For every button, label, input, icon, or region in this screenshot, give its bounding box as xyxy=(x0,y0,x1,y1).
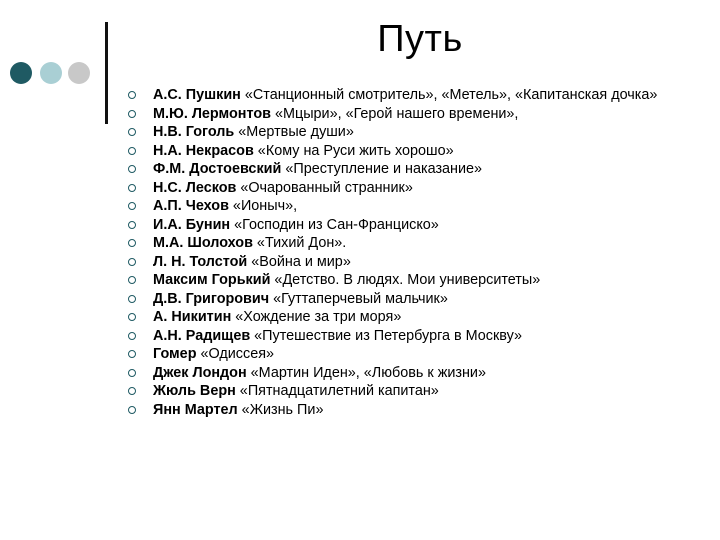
list-item xyxy=(128,290,708,309)
bullet-icon xyxy=(128,295,136,303)
book-list xyxy=(128,86,708,419)
author-name: Максим Горький xyxy=(153,272,271,288)
slide-title: Путь xyxy=(377,18,463,60)
decorative-circle-light xyxy=(40,62,62,84)
author-name: Н.С. Лесков xyxy=(153,179,237,196)
works-text: «Тихий Дон». xyxy=(252,235,347,251)
bullet-icon xyxy=(128,91,136,99)
list-item xyxy=(128,216,708,235)
bullet-icon xyxy=(128,276,136,284)
works-text: «Господин из Сан-Франциско» xyxy=(230,216,439,233)
decorative-circle-gray xyxy=(68,62,90,84)
author-name: А.Н. Радищев xyxy=(153,327,251,344)
bullet-icon xyxy=(128,350,136,358)
bullet-icon xyxy=(128,313,136,321)
bullet-icon xyxy=(128,110,136,118)
works-text: «Кому на Руси жить хорошо» xyxy=(253,142,454,159)
works-text: «Пятнадцатилетний капитан» xyxy=(235,383,439,399)
works-text: «Одиссея» xyxy=(196,346,274,362)
list-item xyxy=(128,364,708,383)
list-item xyxy=(128,401,708,420)
bullet-icon xyxy=(128,258,136,266)
list-item xyxy=(128,179,708,198)
list-item xyxy=(128,234,708,253)
list-item xyxy=(128,86,708,105)
author-name: Ф.М. Достоевский xyxy=(153,161,282,177)
author-name: Н.А. Некрасов xyxy=(153,142,254,159)
list-item xyxy=(128,142,708,161)
decorative-circles xyxy=(10,62,95,86)
list-item xyxy=(128,197,708,216)
bullet-icon xyxy=(128,128,136,136)
list-item xyxy=(128,327,708,346)
author-name: А. Никитин xyxy=(153,309,232,325)
author-name: Н.В. Гоголь xyxy=(153,124,235,140)
works-text: «Очарованный странник» xyxy=(236,179,413,196)
bullet-icon xyxy=(128,221,136,229)
list-item xyxy=(128,308,708,327)
author-name: Гомер xyxy=(153,346,197,362)
author-name: А.С. Пушкин xyxy=(153,87,241,103)
works-text: «Путешествие из Петербурга в Москву» xyxy=(250,327,522,344)
bullet-icon xyxy=(128,165,136,173)
works-text: «Детство. В людях. Мои университеты» xyxy=(270,272,541,288)
author-name: И.А. Бунин xyxy=(153,216,231,233)
bullet-icon xyxy=(128,184,136,192)
bullet-icon xyxy=(128,406,136,414)
bullet-icon xyxy=(128,239,136,247)
divider-line xyxy=(105,22,108,124)
author-name: А.П. Чехов xyxy=(153,198,229,214)
list-item xyxy=(128,160,708,179)
works-text: «Станционный смотритель», «Метель», «Капитанская дочка» xyxy=(240,87,658,103)
works-text: «Ионыч», xyxy=(228,198,298,214)
list-item xyxy=(128,253,708,272)
works-text: «Жизнь Пи» xyxy=(237,401,324,418)
bullet-icon xyxy=(128,147,136,155)
bullet-icon xyxy=(128,369,136,377)
bullet-icon xyxy=(128,332,136,340)
author-name: Л. Н. Толстой xyxy=(153,253,248,270)
author-name: М.Ю. Лермонтов xyxy=(153,105,271,122)
bullet-icon xyxy=(128,202,136,210)
works-text: «Мцыри», «Герой нашего времени», xyxy=(270,105,519,122)
works-text: «Мартин Иден», «Любовь к жизни» xyxy=(246,364,486,381)
list-item xyxy=(128,105,708,124)
author-name: Джек Лондон xyxy=(153,364,247,381)
author-name: Д.В. Григорович xyxy=(153,290,270,307)
list-item xyxy=(128,271,708,290)
list-item xyxy=(128,345,708,364)
author-name: Жюль Верн xyxy=(153,383,236,399)
bullet-icon xyxy=(128,387,136,395)
decorative-circle-dark xyxy=(10,62,32,84)
list-item xyxy=(128,382,708,401)
works-text: «Преступление и наказание» xyxy=(281,161,483,177)
author-name: Янн Мартел xyxy=(153,401,238,418)
works-text: «Хождение за три моря» xyxy=(231,309,402,325)
works-text: «Гуттаперчевый мальчик» xyxy=(269,290,448,307)
list-item xyxy=(128,123,708,142)
works-text: «Мертвые души» xyxy=(234,124,354,140)
works-text: «Война и мир» xyxy=(247,253,351,270)
author-name: М.А. Шолохов xyxy=(153,235,253,251)
